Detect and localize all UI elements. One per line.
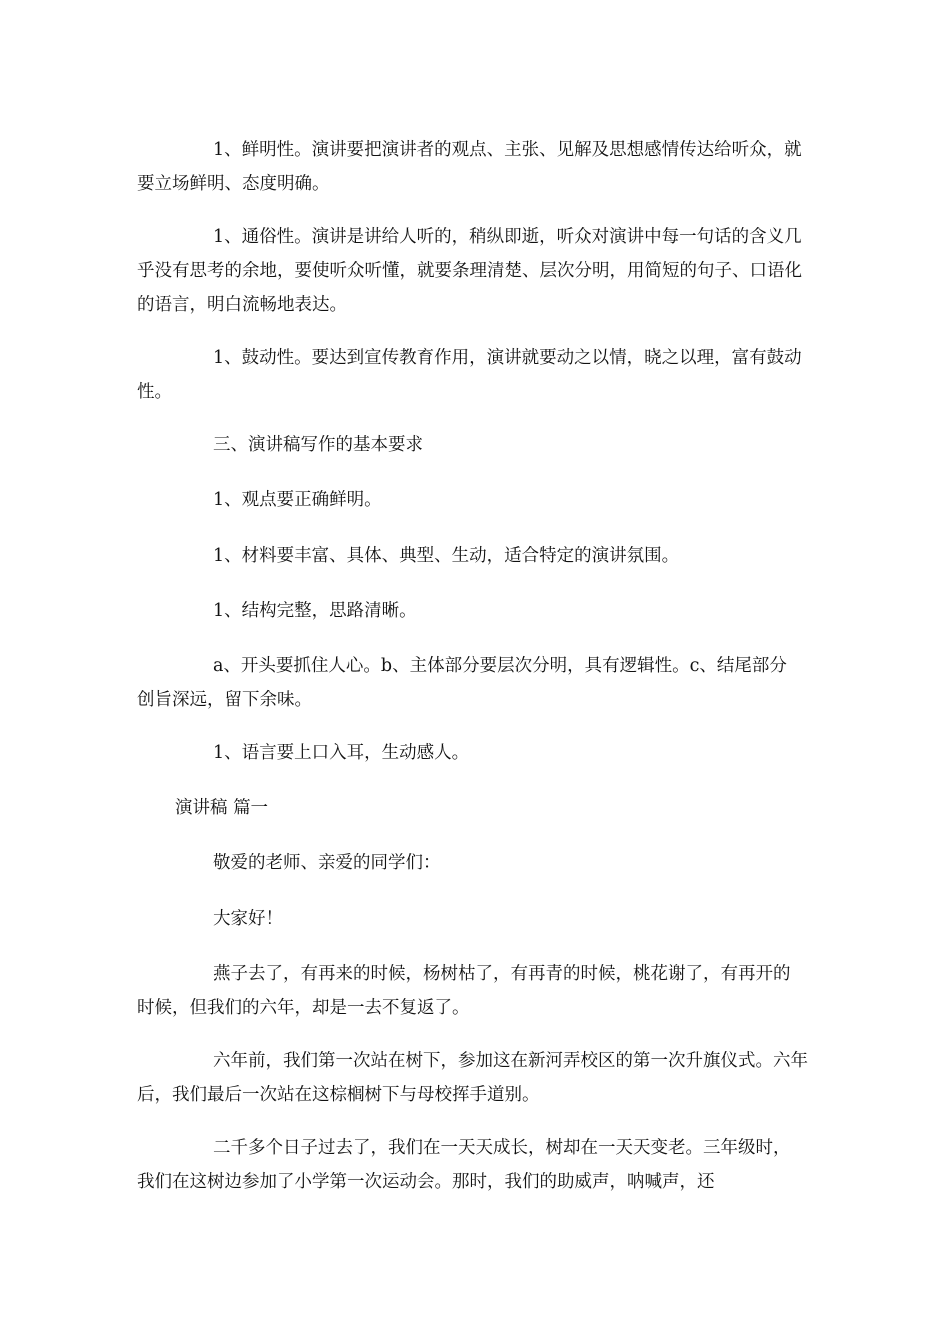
paragraph-viewpoint: 1、观点要正确鲜明。 <box>213 490 382 510</box>
paragraph-popularity: 1、通俗性。演讲是讲给人听的，稍纵即逝，听众对演讲中每一句话的含义几乎没有思考的余地，要使听众听懂，就要条理清楚、层次分明，用简短的句子、口语化的语言，明白流畅地表达。 <box>137 227 802 315</box>
paragraph-materials: 1、材料要丰富、具体、典型、生动，适合特定的演讲氛围。 <box>213 546 680 566</box>
speech-paragraph-swallows: 燕子去了，有再来的时候，杨树枯了，有再青的时候，桃花谢了，有再开的时候，但我们的六年，却是一去不复返了。 <box>137 964 791 1018</box>
speech-paragraph-six-years: 六年前，我们第一次站在树下，参加这在新河弄校区的第一次升旗仪式。六年后，我们最后一次站在这棕榈树下与母校挥手道别。 <box>137 1051 808 1105</box>
paragraph-opening-body-ending: a、开头要抓住人心。b、主体部分要层次分明，具有逻辑性。c、结尾部分创旨深远，留下余味。 <box>137 656 787 710</box>
speech-salutation: 敬爱的老师、亲爱的同学们： <box>213 853 441 873</box>
paragraph-distinctiveness: 1、鲜明性。演讲要把演讲者的观点、主张、见解及思想感情传达给听众，就要立场鲜明、态度明确。 <box>137 140 802 194</box>
paragraph-language: 1、语言要上口入耳，生动感人。 <box>213 743 470 763</box>
section-title: 演讲稿 篇一 <box>175 798 269 818</box>
paragraph-requirements-heading: 三、演讲稿写作的基本要求 <box>213 435 423 455</box>
speech-paragraph-days: 二千多个日子过去了，我们在一天天成长，树却在一天天变老。三年级时，我们在这树边参加了小学第一次运动会。那时，我们的助威声，呐喊声，还 <box>137 1138 791 1192</box>
speech-greeting: 大家好！ <box>213 909 283 929</box>
paragraph-structure: 1、结构完整，思路清晰。 <box>213 601 417 621</box>
paragraph-inspiring: 1、鼓动性。要达到宣传教育作用，演讲就要动之以情，晓之以理，富有鼓动性。 <box>137 348 802 402</box>
